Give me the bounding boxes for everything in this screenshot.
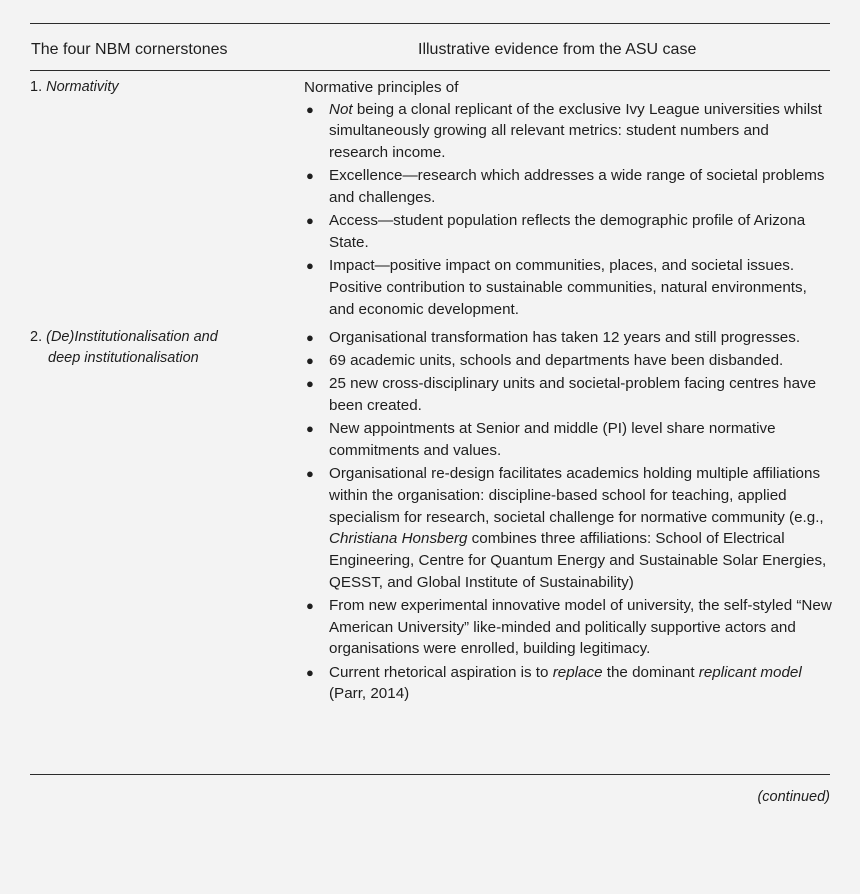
list-item-text: (Parr, 2014) xyxy=(329,685,410,703)
list-item xyxy=(304,350,832,372)
column-header-cornerstones: The four NBM cornerstones xyxy=(31,41,228,58)
bullet-icon: ● xyxy=(306,353,314,369)
list-item-text: 69 academic units, schools and departments have been disbanded. xyxy=(329,352,784,370)
emphasis-text: Not xyxy=(329,100,353,118)
bullet-icon: ● xyxy=(306,466,314,482)
row-label-institutionalisation xyxy=(30,327,290,369)
bullet-icon: ● xyxy=(306,421,314,437)
row-evidence-institutionalisation xyxy=(304,327,832,705)
list-item-text: Excellence—research which addresses a wide range of societal problems and challenges. xyxy=(329,167,825,207)
bullet-icon: ● xyxy=(306,330,314,345)
emphasis-text: replace xyxy=(552,663,603,681)
list-item-text: Organisational transformation has taken 12 years and still progresses. xyxy=(329,329,801,346)
evidence-list xyxy=(304,99,832,321)
emphasis-text: replicant model xyxy=(698,663,802,681)
row-evidence-normativity xyxy=(304,77,832,320)
list-item xyxy=(304,165,832,208)
list-item xyxy=(304,595,832,660)
list-item xyxy=(304,418,832,461)
list-item-text: Current rhetorical aspiration is to xyxy=(329,663,553,681)
row-number: 1. xyxy=(30,79,43,95)
evidence-list xyxy=(304,327,832,705)
bullet-icon: ● xyxy=(306,213,314,229)
list-item xyxy=(304,463,832,593)
list-item-text: 25 new cross-disciplinary units and societal-problem facing centres have been created. xyxy=(329,375,817,415)
list-item-text: Access—student population reflects the demographic profile of Arizona State. xyxy=(329,212,806,251)
list-item xyxy=(304,662,832,705)
list-item xyxy=(304,327,832,349)
list-item-text: From new experimental innovative model of university, the self-styled “New American University” like-minded and politically supportive actors and organisations were enrolled, building legitimacy. xyxy=(329,596,832,658)
list-item xyxy=(304,210,832,253)
column-header-evidence: Illustrative evidence from the ASU case xyxy=(418,41,697,58)
bullet-icon: ● xyxy=(306,101,314,117)
row-label-text: (De)Institutionalisation and xyxy=(46,329,218,345)
row-label-text: Normativity xyxy=(46,79,119,95)
table-top-rule xyxy=(30,23,830,24)
list-item xyxy=(304,99,832,164)
bullet-icon: ● xyxy=(306,168,314,184)
bullet-icon: ● xyxy=(306,376,314,392)
bullet-icon: ● xyxy=(306,597,314,613)
row-number: 2. xyxy=(30,329,43,345)
list-item-text: New appointments at Senior and middle (PI) level share normative commitments and values. xyxy=(329,420,776,460)
list-item-text: being a clonal replicant of the exclusive Ivy League universities whilst simultaneously growing all relevant metrics: student numbers and research income. xyxy=(329,100,823,162)
header-rule xyxy=(30,70,830,71)
bullet-icon: ● xyxy=(306,664,314,680)
list-item-text: Impact—positive impact on communities, places, and societal issues. Positive contribution to sustainable communities, natural environments, and economic development. xyxy=(329,257,807,318)
emphasis-text: Christiana Honsberg xyxy=(329,530,468,548)
table-bottom-rule xyxy=(30,774,830,775)
list-item xyxy=(304,255,832,320)
row-label-normativity xyxy=(30,77,290,98)
row-label-text: deep institutionalisation xyxy=(48,350,199,366)
continued-note: (continued) xyxy=(757,789,830,805)
list-item-text: Organisational re-design facilitates academics holding multiple affiliations within the organisation: discipline-based school for teaching, applied specialism for research, societal challenge for normative community (e.g., xyxy=(329,465,824,526)
list-item-text: the dominant xyxy=(602,663,699,681)
list-item xyxy=(304,373,832,416)
evidence-intro: Normative principles of xyxy=(304,79,459,96)
bullet-icon: ● xyxy=(306,258,314,274)
list-item-text: combines three affiliations: School of Electrical Engineering, Centre for Quantum Energy and Sustainable Solar Energies, QESST, and Global Institute of Sustainability) xyxy=(329,530,827,591)
